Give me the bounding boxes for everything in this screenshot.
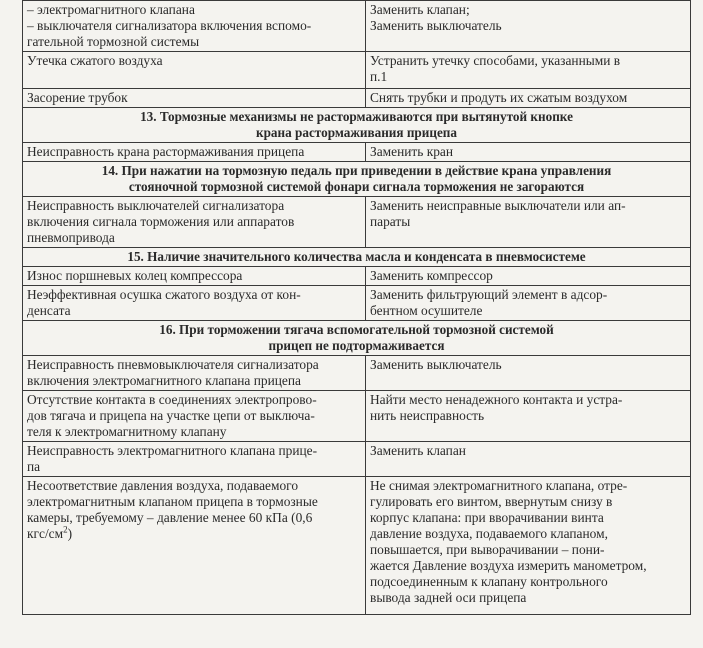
cause-line: теля к электромагнитному клапану [27,424,227,439]
remedy-line: гулировать его винтом, ввернутым снизу в [370,494,613,509]
remedy-line: Заменить кран [370,144,454,159]
heading-line: 13. Тормозные механизмы не растормаживаются при вытянутой кнопке [140,109,573,124]
remedy-line: Заменить выключатель [370,18,502,33]
fault-row [23,477,691,615]
superscript-two: 2 [63,524,68,535]
fault-row [23,197,691,248]
fault-cause-cell [23,143,366,162]
heading-line: прицеп не подтормаживается [268,338,445,353]
fault-row [23,1,691,52]
remedy-line: Устранить утечку способами, указанными в [370,53,621,68]
fault-row [23,52,691,89]
heading-line: стояночной тормозной системой фонари сигнала торможения не загораются [128,179,585,194]
section-heading [23,108,691,143]
section-heading-row [23,162,691,197]
section-heading-row [23,321,691,356]
document-page [22,0,690,615]
fault-row [23,442,691,477]
fault-row [23,143,691,162]
fault-row [23,391,691,442]
cause-line: камеры, требуемому – давление менее 60 кПа (0,6 [27,510,313,525]
cause-line: включения сигнала торможения или аппаратов [27,214,295,229]
remedy-line: Заменить клапан; [370,2,470,17]
remedy-line: давление воздуха, подаваемого клапаном, [370,526,608,541]
cause-line: – электромагнитного клапана [27,2,195,17]
remedy-cell [366,356,691,391]
cause-line: дов тягача и прицепа на участке цепи от выключа- [27,408,315,423]
section-heading [23,162,691,197]
remedy-line: п.1 [370,69,388,84]
cause-line: Неэффективная осушка сжатого воздуха от кон- [27,287,301,302]
remedy-line: параты [370,214,411,229]
fault-cause-cell [23,477,366,615]
remedy-line: Заменить фильтрующий элемент в адсор- [370,287,608,302]
remedy-line: подсоединенным к клапану контрольного [370,574,608,589]
remedy-line: бентном осушителе [370,303,483,318]
heading-line: крана растормаживания прицепа [256,125,457,140]
remedy-cell [366,267,691,286]
section-heading [23,321,691,356]
troubleshooting-table [22,0,691,615]
cause-line: Отсутствие контакта в соединениях электропрово- [27,392,317,407]
cause-line: включения электромагнитного клапана прицепа [27,373,301,388]
remedy-line: Заменить компрессор [370,268,493,283]
remedy-cell [366,477,691,615]
cause-line: па [27,459,41,474]
cause-line: Неисправность электромагнитного клапана прице- [27,443,318,458]
fault-cause-cell [23,286,366,321]
table-body [23,1,691,615]
fault-row [23,267,691,286]
heading-line: 15. Наличие значительного количества масла и конденсата в пневмосистеме [127,249,586,264]
fault-cause-cell [23,267,366,286]
remedy-line: Найти место ненадежного контакта и устра- [370,392,623,407]
cause-line: денсата [27,303,71,318]
remedy-line: Снять трубки и продуть их сжатым воздухом [370,90,628,105]
fault-cause-cell [23,391,366,442]
fault-cause-cell [23,89,366,108]
heading-line: 14. При нажатии на тормозную педаль при приведении в действие крана управления [101,163,612,178]
cause-line: Утечка сжатого воздуха [27,53,163,68]
section-heading-row [23,108,691,143]
cause-line: Неисправность пневмовыключателя сигнализатора [27,357,319,372]
fault-row [23,89,691,108]
fault-cause-cell [23,52,366,89]
remedy-cell [366,143,691,162]
remedy-line: корпус клапана: при вворачивании винта [370,510,604,525]
remedy-line: жается Давление воздуха измерить манометром, [370,558,647,573]
heading-line: 16. При торможении тягача вспомогательной тормозной системой [159,322,554,337]
remedy-line: Заменить клапан [370,443,466,458]
remedy-line: Заменить выключатель [370,357,502,372]
remedy-cell [366,286,691,321]
fault-cause-cell [23,197,366,248]
cause-line: электромагнитным клапаном прицепа в тормозные [27,494,318,509]
remedy-cell [366,391,691,442]
remedy-cell [366,442,691,477]
fault-cause-cell [23,356,366,391]
fault-row [23,286,691,321]
cause-line: гательной тормозной системы [27,34,200,49]
cause-line: – выключателя сигнализатора включения вспомо- [27,18,312,33]
remedy-cell [366,197,691,248]
section-heading [23,248,691,267]
remedy-line: повышается, при выворачивании – пони- [370,542,605,557]
remedy-line: Заменить неисправные выключатели или ап- [370,198,626,213]
cause-line: кгс/$см^2$) [27,524,73,541]
cause-line: пневмопривода [27,230,115,245]
cause-line: Неисправность выключателей сигнализатора [27,198,285,213]
remedy-line: Не снимая электромагнитного клапана, отре- [370,478,628,493]
fault-cause-cell [23,442,366,477]
cause-line: Несоответствие давления воздуха, подаваемого [27,478,299,493]
cause-line: Неисправность крана растормаживания прицепа [27,144,305,159]
remedy-cell [366,89,691,108]
section-heading-row [23,248,691,267]
remedy-line: нить неисправность [370,408,485,423]
cause-line: Износ поршневых колец компрессора [27,268,243,283]
fault-row [23,356,691,391]
remedy-line: вывода задней оси прицепа [370,590,527,605]
fault-cause-cell [23,1,366,52]
remedy-cell [366,52,691,89]
remedy-cell [366,1,691,52]
cause-line: Засорение трубок [27,90,128,105]
